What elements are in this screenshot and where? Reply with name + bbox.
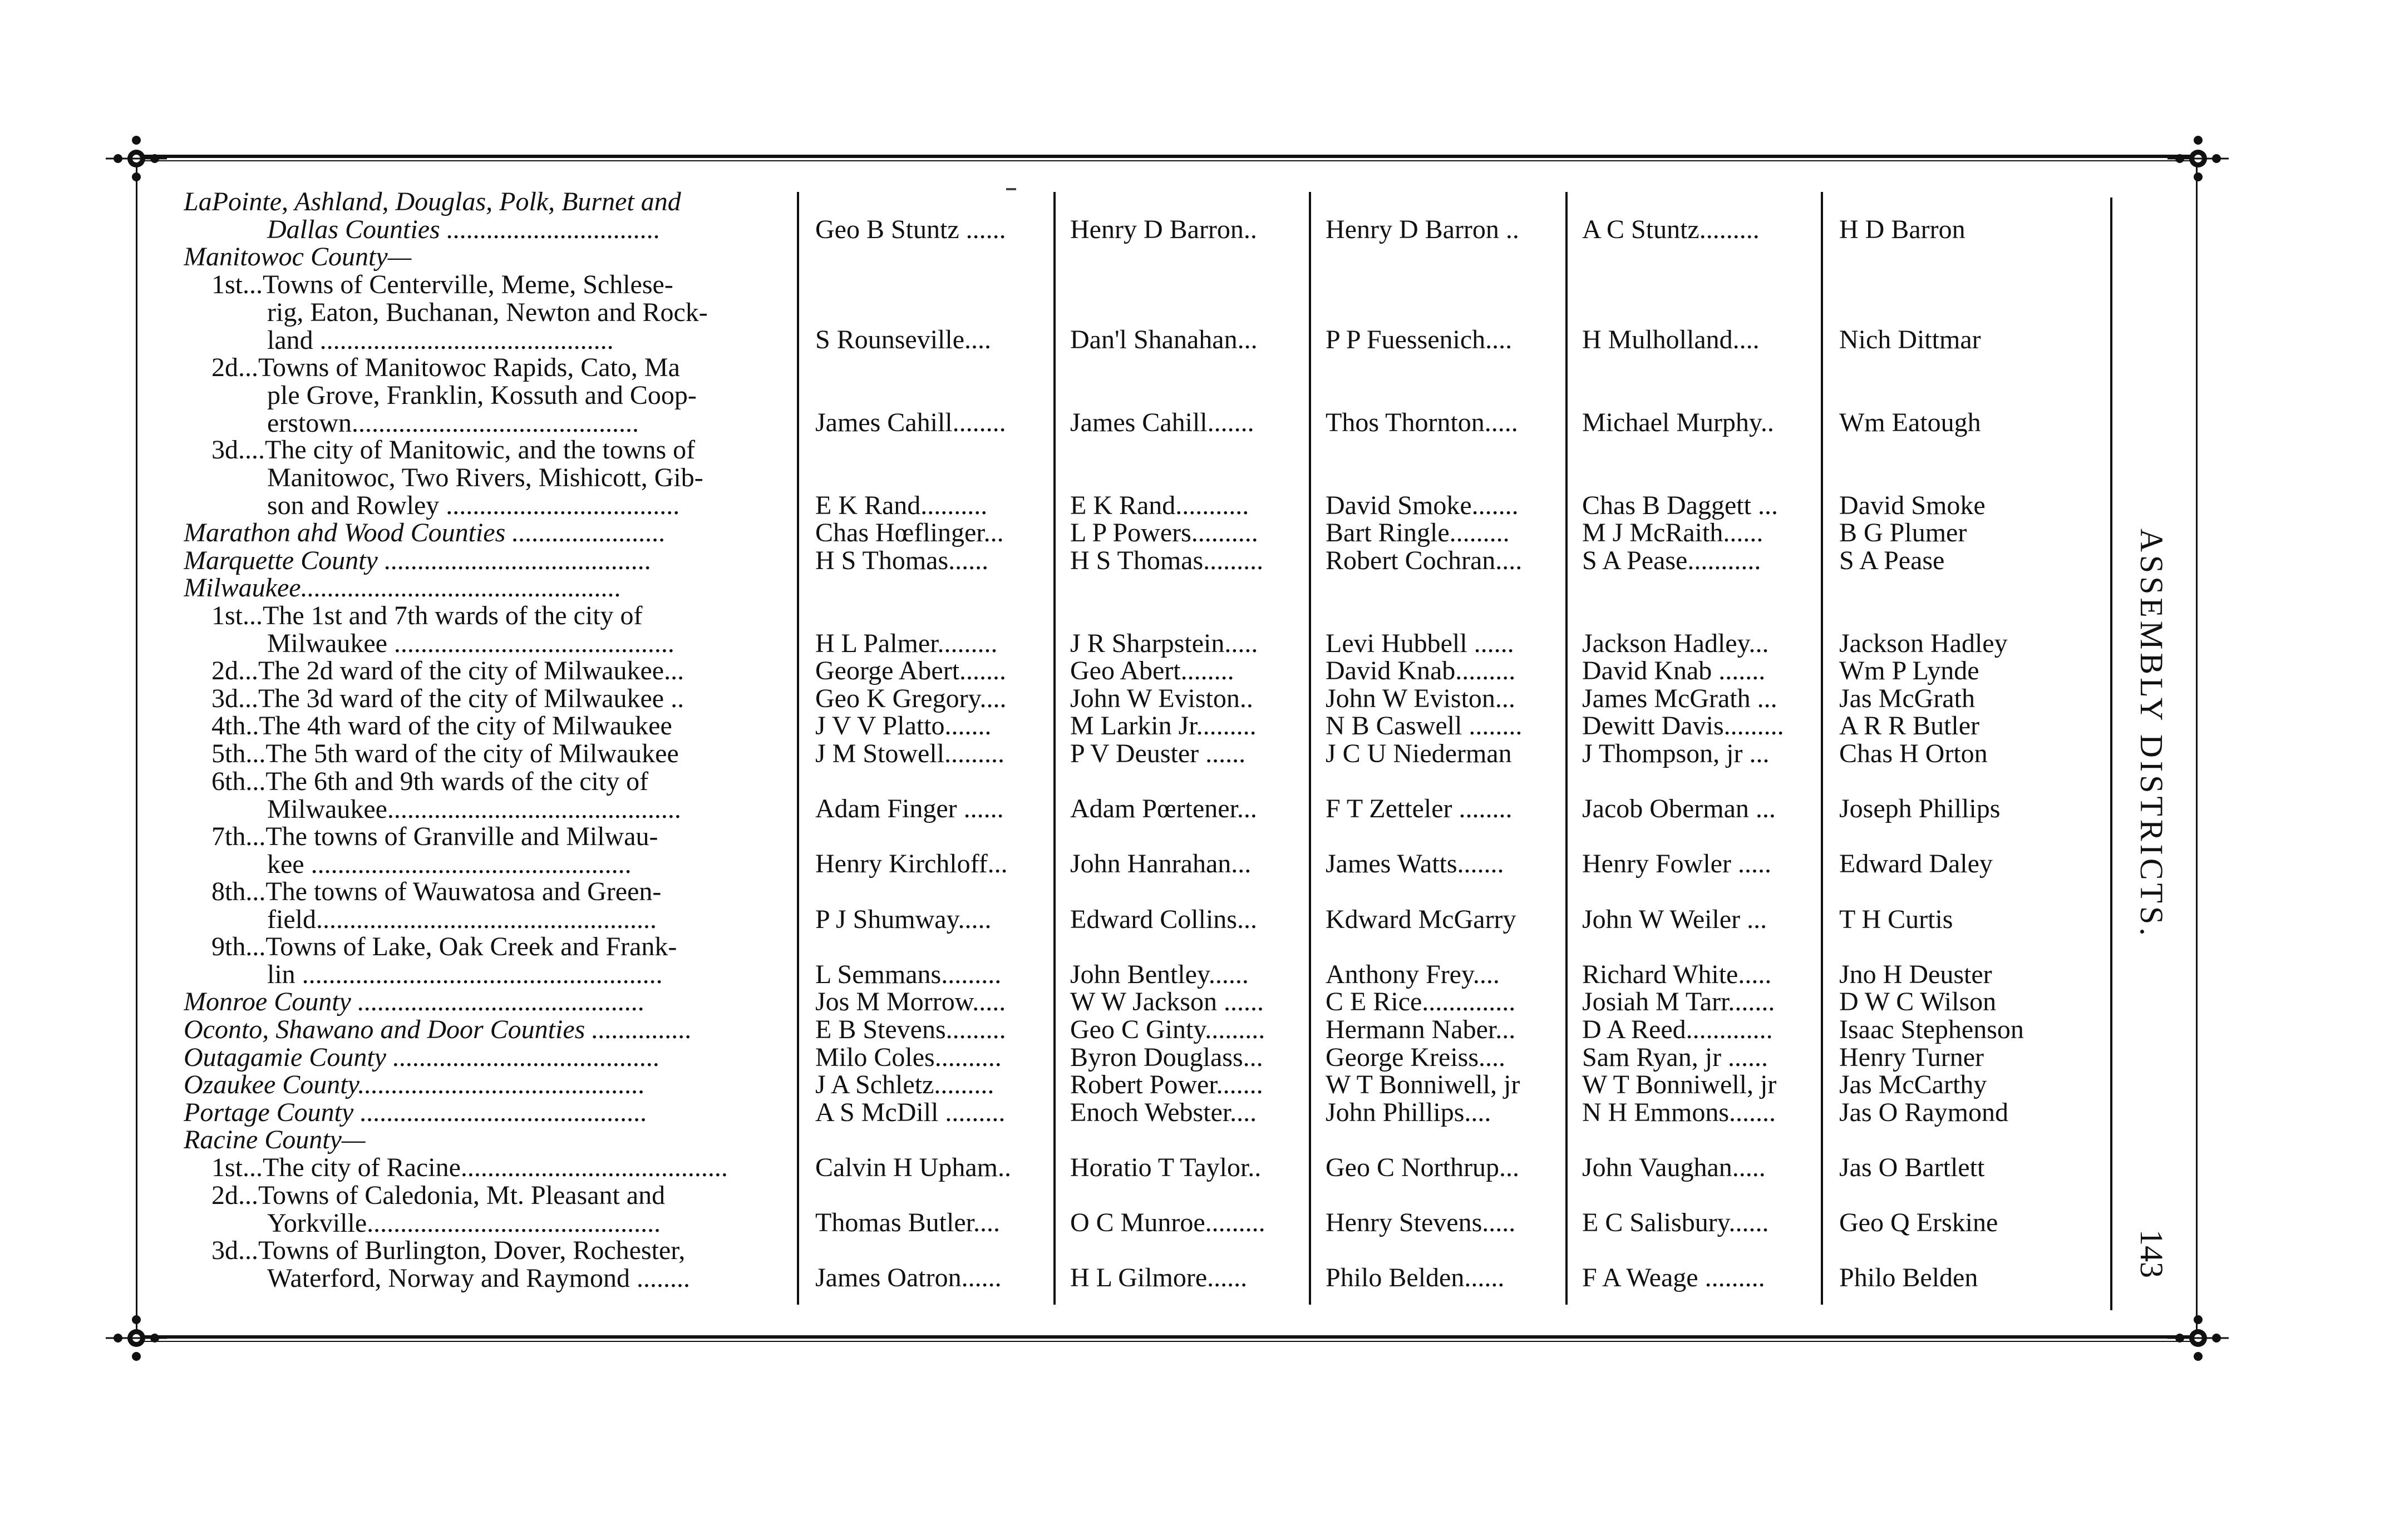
district-cell bbox=[184, 1154, 796, 1182]
district-line: 1st...The 1st and 7th wards of the city of bbox=[211, 602, 643, 630]
member-name-cell: Philo Belden bbox=[1839, 1264, 1978, 1292]
member-name-cell: E C Salisbury...... bbox=[1582, 1209, 1769, 1237]
member-name-cell: E B Stevens......... bbox=[815, 1016, 1006, 1044]
member-name-cell: Henry Stevens..... bbox=[1326, 1209, 1516, 1237]
column-rule bbox=[1821, 192, 1823, 1305]
member-name-cell: John Vaughan..... bbox=[1582, 1154, 1766, 1182]
member-name-cell: L Semmans......... bbox=[815, 960, 1002, 989]
member-name-cell: S A Pease bbox=[1839, 546, 1945, 575]
district-cell bbox=[184, 1126, 796, 1154]
member-name-cell: P P Fuessenich.... bbox=[1326, 326, 1513, 354]
district-line: son and Rowley ................................... bbox=[267, 492, 680, 520]
member-name-cell: Calvin H Upham.. bbox=[815, 1154, 1011, 1182]
district-line: 1st...The city of Racine........................................ bbox=[211, 1154, 728, 1182]
district-line: Waterford, Norway and Raymond ........ bbox=[267, 1264, 690, 1292]
district-cell bbox=[184, 574, 796, 602]
district-line: 6th...The 6th and 9th wards of the city of bbox=[211, 767, 649, 796]
member-name-cell: Henry D Barron .. bbox=[1326, 215, 1519, 244]
district-line: Marquette County ........................................ bbox=[184, 546, 652, 575]
member-name-cell: Edward Daley bbox=[1839, 850, 1993, 878]
district-line: lin ...................................................... bbox=[267, 961, 663, 989]
member-name-cell: Robert Power....... bbox=[1070, 1071, 1263, 1099]
member-name-cell: Geo K Gregory.... bbox=[815, 684, 1007, 713]
member-name-cell: A R R Butler bbox=[1839, 712, 1980, 741]
district-line: Milwaukee............................................ bbox=[267, 795, 681, 823]
member-name-cell: James McGrath ... bbox=[1582, 684, 1777, 713]
member-name-cell: Henry Fowler ..... bbox=[1582, 850, 1771, 878]
district-cell bbox=[184, 933, 796, 989]
member-name-cell: Anthony Frey.... bbox=[1326, 960, 1500, 989]
member-name-cell: Geo Q Erskine bbox=[1839, 1209, 1998, 1237]
member-name-cell: Horatio T Taylor.. bbox=[1070, 1154, 1262, 1182]
district-cell bbox=[184, 602, 796, 658]
member-name-cell: Adam Pœrtener... bbox=[1070, 795, 1257, 823]
member-name-cell: E K Rand........... bbox=[1070, 491, 1249, 520]
member-name-cell: Nich Dittmar bbox=[1839, 326, 1981, 354]
member-name-cell: Geo B Stuntz ...... bbox=[815, 215, 1006, 244]
district-line: 8th...The towns of Wauwatosa and Green- bbox=[211, 878, 662, 906]
member-name-cell: W W Jackson ...... bbox=[1070, 988, 1264, 1016]
member-name-cell: Wm Eatough bbox=[1839, 408, 1981, 437]
member-name-cell: H D Barron bbox=[1839, 215, 1965, 244]
member-name-cell: Jas McGrath bbox=[1839, 684, 1975, 713]
district-cell bbox=[184, 657, 796, 685]
member-name-cell: M Larkin Jr......... bbox=[1070, 712, 1257, 741]
member-name-cell: Bart Ringle......... bbox=[1326, 519, 1510, 547]
district-line: Ozaukee County........................................... bbox=[184, 1071, 646, 1099]
member-name-cell: E K Rand.......... bbox=[815, 491, 988, 520]
member-name-cell: John Hanrahan... bbox=[1070, 850, 1252, 878]
member-name-cell: Chas H Orton bbox=[1839, 740, 1988, 768]
member-name-cell: Jas McCarthy bbox=[1839, 1071, 1987, 1099]
district-line: ple Grove, Franklin, Kossuth and Coop- bbox=[267, 381, 697, 409]
running-title: ASSEMBLY DISTRICTS. bbox=[2134, 529, 2170, 939]
district-line: Portage County ........................................... bbox=[184, 1098, 648, 1127]
column-rule bbox=[2110, 198, 2112, 1310]
column-rule bbox=[797, 192, 799, 1305]
district-cell bbox=[184, 1099, 796, 1127]
member-name-cell: O C Munroe......... bbox=[1070, 1209, 1265, 1237]
district-line: Oconto, Shawano and Door Counties ............... bbox=[184, 1016, 692, 1044]
member-name-cell: S Rounseville.... bbox=[815, 326, 992, 354]
district-line: Dallas Counties ................................ bbox=[267, 216, 661, 244]
district-line: rig, Eaton, Buchanan, Newton and Rock- bbox=[267, 298, 708, 327]
member-name-cell: F T Zetteler ........ bbox=[1326, 795, 1513, 823]
district-line: Manitowoc, Two Rivers, Mishicott, Gib- bbox=[267, 464, 703, 492]
district-line: 4th..The 4th ward of the city of Milwaukee bbox=[211, 712, 672, 741]
member-name-cell: Jackson Hadley... bbox=[1582, 629, 1769, 658]
district-line: Marathon ahd Wood Counties ....................... bbox=[184, 519, 666, 547]
member-name-cell: Dan'l Shanahan... bbox=[1070, 326, 1258, 354]
right-border-line bbox=[2196, 157, 2198, 1339]
district-line: 3d...Towns of Burlington, Dover, Rochester, bbox=[211, 1236, 686, 1265]
member-name-cell: Robert Cochran.... bbox=[1326, 546, 1523, 575]
member-name-cell: Richard White..... bbox=[1582, 960, 1772, 989]
district-line: 2d...Towns of Manitowoc Rapids, Cato, Ma bbox=[211, 353, 680, 382]
member-name-cell: Byron Douglass... bbox=[1070, 1043, 1263, 1072]
member-name-cell: Edward Collins... bbox=[1070, 905, 1257, 934]
district-line: 3d....The city of Manitowic, and the towns of bbox=[211, 436, 696, 465]
member-name-cell: David Smoke bbox=[1839, 491, 1986, 520]
bottom-border-line bbox=[139, 1335, 2204, 1339]
member-name-cell: John W Weiler ... bbox=[1582, 905, 1767, 934]
district-line: Milwaukee................................................ bbox=[184, 574, 622, 603]
district-line: kee ................................................ bbox=[267, 850, 632, 878]
member-name-cell: Kdward McGarry bbox=[1326, 905, 1516, 934]
member-name-cell: P J Shumway..... bbox=[815, 905, 992, 934]
district-cell bbox=[184, 1237, 796, 1292]
member-name-cell: Enoch Webster.... bbox=[1070, 1098, 1257, 1127]
member-name-cell: John Phillips.... bbox=[1326, 1098, 1491, 1127]
member-name-cell: Jno H Deuster bbox=[1839, 960, 1992, 989]
member-name-cell: Dewitt Davis......... bbox=[1582, 712, 1784, 741]
member-name-cell: Jas O Raymond bbox=[1839, 1098, 2008, 1127]
corner-ornament-bottom-right-icon bbox=[2167, 1307, 2229, 1369]
district-line: 7th...The towns of Granville and Milwau- bbox=[211, 822, 658, 851]
member-name-cell: H Mulholland.... bbox=[1582, 326, 1760, 354]
top-border-line bbox=[139, 155, 2204, 158]
member-name-cell: W T Bonniwell, jr bbox=[1582, 1071, 1777, 1099]
member-name-cell: Sam Ryan, jr ...... bbox=[1582, 1043, 1768, 1072]
member-name-cell: Hermann Naber... bbox=[1326, 1016, 1516, 1044]
member-name-cell: J V V Platto....... bbox=[815, 712, 992, 741]
member-name-cell: F A Weage ......... bbox=[1582, 1264, 1765, 1292]
district-line: Milwaukee .......................................... bbox=[267, 630, 674, 658]
district-cell bbox=[184, 354, 796, 437]
member-name-cell: Joseph Phillips bbox=[1839, 795, 2001, 823]
ink-mark bbox=[1006, 188, 1016, 190]
member-name-cell: H S Thomas...... bbox=[815, 546, 989, 575]
district-line: 5th...The 5th ward of the city of Milwaukee bbox=[211, 740, 679, 768]
district-line: 9th...Towns of Lake, Oak Creek and Frank- bbox=[211, 933, 677, 961]
district-line: Outagamie County ........................................ bbox=[184, 1043, 660, 1072]
member-name-cell: Wm P Lynde bbox=[1839, 657, 1979, 685]
member-name-cell: Isaac Stephenson bbox=[1839, 1016, 2024, 1044]
member-name-cell: Michael Murphy.. bbox=[1582, 408, 1774, 437]
district-line: land ............................................ bbox=[267, 326, 614, 354]
district-cell bbox=[184, 823, 796, 878]
district-cell bbox=[184, 1016, 796, 1044]
page-number: 143 bbox=[2134, 1230, 2170, 1278]
member-name-cell: N H Emmons....... bbox=[1582, 1098, 1776, 1127]
district-cell bbox=[184, 685, 796, 713]
member-name-cell: John Bentley...... bbox=[1070, 960, 1249, 989]
member-name-cell: H L Gilmore...... bbox=[1070, 1264, 1248, 1292]
member-name-cell: Jacob Oberman ... bbox=[1582, 795, 1776, 823]
district-line: 2d...Towns of Caledonia, Mt. Pleasant and bbox=[211, 1181, 666, 1210]
member-name-cell: David Smoke....... bbox=[1326, 491, 1519, 520]
member-name-cell: John W Eviston.. bbox=[1070, 684, 1253, 713]
district-line: Racine County— bbox=[184, 1126, 366, 1154]
corner-ornament-top-left-icon bbox=[106, 128, 167, 189]
member-name-cell: P V Deuster ...... bbox=[1070, 740, 1246, 768]
district-cell bbox=[184, 519, 796, 547]
district-cell bbox=[184, 1071, 796, 1099]
member-name-cell: Philo Belden...... bbox=[1326, 1264, 1505, 1292]
district-cell bbox=[184, 271, 796, 354]
member-name-cell: H S Thomas......... bbox=[1070, 546, 1264, 575]
member-name-cell: George Abert....... bbox=[815, 657, 1007, 685]
district-line: 1st...Towns of Centerville, Meme, Schlese- bbox=[211, 270, 673, 299]
member-name-cell: J M Stowell......... bbox=[815, 740, 1005, 768]
district-line: Yorkville............................................ bbox=[267, 1209, 661, 1237]
member-name-cell: Henry Kirchloff... bbox=[815, 850, 1008, 878]
district-cell bbox=[184, 712, 796, 740]
district-cell bbox=[184, 1044, 796, 1072]
member-name-cell: W T Bonniwell, jr bbox=[1326, 1071, 1520, 1099]
member-name-cell: J Thompson, jr ... bbox=[1582, 740, 1770, 768]
member-name-cell: H L Palmer......... bbox=[815, 629, 998, 658]
district-line: 2d...The 2d ward of the city of Milwaukee... bbox=[211, 657, 684, 685]
member-name-cell: James Watts....... bbox=[1326, 850, 1504, 878]
top-border-line-thin bbox=[139, 160, 2204, 161]
member-name-cell: N B Caswell ........ bbox=[1326, 712, 1523, 741]
district-cell bbox=[184, 740, 796, 768]
column-rule bbox=[1565, 192, 1568, 1305]
district-cell bbox=[184, 547, 796, 575]
member-name-cell: Jackson Hadley bbox=[1839, 629, 2008, 658]
member-name-cell: Jas O Bartlett bbox=[1839, 1154, 1985, 1182]
member-name-cell: J C U Niederman bbox=[1326, 740, 1512, 768]
column-rule bbox=[1309, 192, 1311, 1305]
member-name-cell: Geo C Northrup... bbox=[1326, 1154, 1519, 1182]
member-name-cell: Thomas Butler.... bbox=[815, 1209, 1000, 1237]
member-name-cell: D W C Wilson bbox=[1839, 988, 1997, 1016]
member-name-cell: Jos M Morrow..... bbox=[815, 988, 1006, 1016]
member-name-cell: M J McRaith...... bbox=[1582, 519, 1763, 547]
member-name-cell: Geo Abert........ bbox=[1070, 657, 1234, 685]
member-name-cell: Henry Turner bbox=[1839, 1043, 1984, 1072]
corner-ornament-top-right-icon bbox=[2167, 128, 2229, 189]
member-name-cell: D A Reed............. bbox=[1582, 1016, 1773, 1044]
member-name-cell: C E Rice.............. bbox=[1326, 988, 1516, 1016]
member-name-cell: Adam Finger ...... bbox=[815, 795, 1004, 823]
member-name-cell: George Kreiss.... bbox=[1326, 1043, 1506, 1072]
district-line: 3d...The 3d ward of the city of Milwaukee .. bbox=[211, 684, 684, 713]
member-name-cell: Chas B Daggett ... bbox=[1582, 491, 1778, 520]
corner-ornament-bottom-left-icon bbox=[106, 1307, 167, 1369]
district-line: erstown........................................... bbox=[267, 409, 639, 437]
member-name-cell: J R Sharpstein..... bbox=[1070, 629, 1258, 658]
district-cell bbox=[184, 768, 796, 823]
member-name-cell: Milo Coles.......... bbox=[815, 1043, 1002, 1072]
district-cell bbox=[184, 988, 796, 1016]
district-line: Monroe County ........................................... bbox=[184, 988, 645, 1016]
member-name-cell: James Oatron...... bbox=[815, 1264, 1002, 1292]
district-cell bbox=[184, 188, 796, 244]
member-name-cell: Geo C Ginty......... bbox=[1070, 1016, 1265, 1044]
member-name-cell: S A Pease........... bbox=[1582, 546, 1761, 575]
member-name-cell: A C Stuntz......... bbox=[1582, 215, 1760, 244]
column-rule bbox=[1053, 192, 1056, 1305]
district-cell bbox=[184, 878, 796, 934]
member-name-cell: John W Eviston... bbox=[1326, 684, 1515, 713]
district-cell bbox=[184, 243, 796, 271]
district-cell bbox=[184, 436, 796, 520]
member-name-cell: Levi Hubbell ...... bbox=[1326, 629, 1514, 658]
district-line: field................................................... bbox=[267, 906, 657, 934]
member-name-cell: T H Curtis bbox=[1839, 905, 1953, 934]
district-cell bbox=[184, 1182, 796, 1237]
member-name-cell: James Cahill........ bbox=[815, 408, 1006, 437]
member-name-cell: David Knab ....... bbox=[1582, 657, 1766, 685]
member-name-cell: David Knab......... bbox=[1326, 657, 1516, 685]
member-name-cell: J A Schletz......... bbox=[815, 1071, 994, 1099]
member-name-cell: B G Plumer bbox=[1839, 519, 1967, 547]
member-name-cell: Thos Thornton..... bbox=[1326, 408, 1518, 437]
member-name-cell: Josiah M Tarr....... bbox=[1582, 988, 1775, 1016]
district-line: LaPointe, Ashland, Douglas, Polk, Burnet and bbox=[184, 188, 681, 216]
member-name-cell: Henry D Barron.. bbox=[1070, 215, 1257, 244]
district-line: Manitowoc County— bbox=[184, 243, 412, 272]
member-name-cell: A S McDill ......... bbox=[815, 1098, 1006, 1127]
member-name-cell: James Cahill....... bbox=[1070, 408, 1254, 437]
bottom-border-line-thin bbox=[139, 1341, 2204, 1342]
left-border-line bbox=[136, 157, 137, 1339]
member-name-cell: Chas Hœflinger... bbox=[815, 519, 1004, 547]
member-name-cell: L P Powers.......... bbox=[1070, 519, 1258, 547]
